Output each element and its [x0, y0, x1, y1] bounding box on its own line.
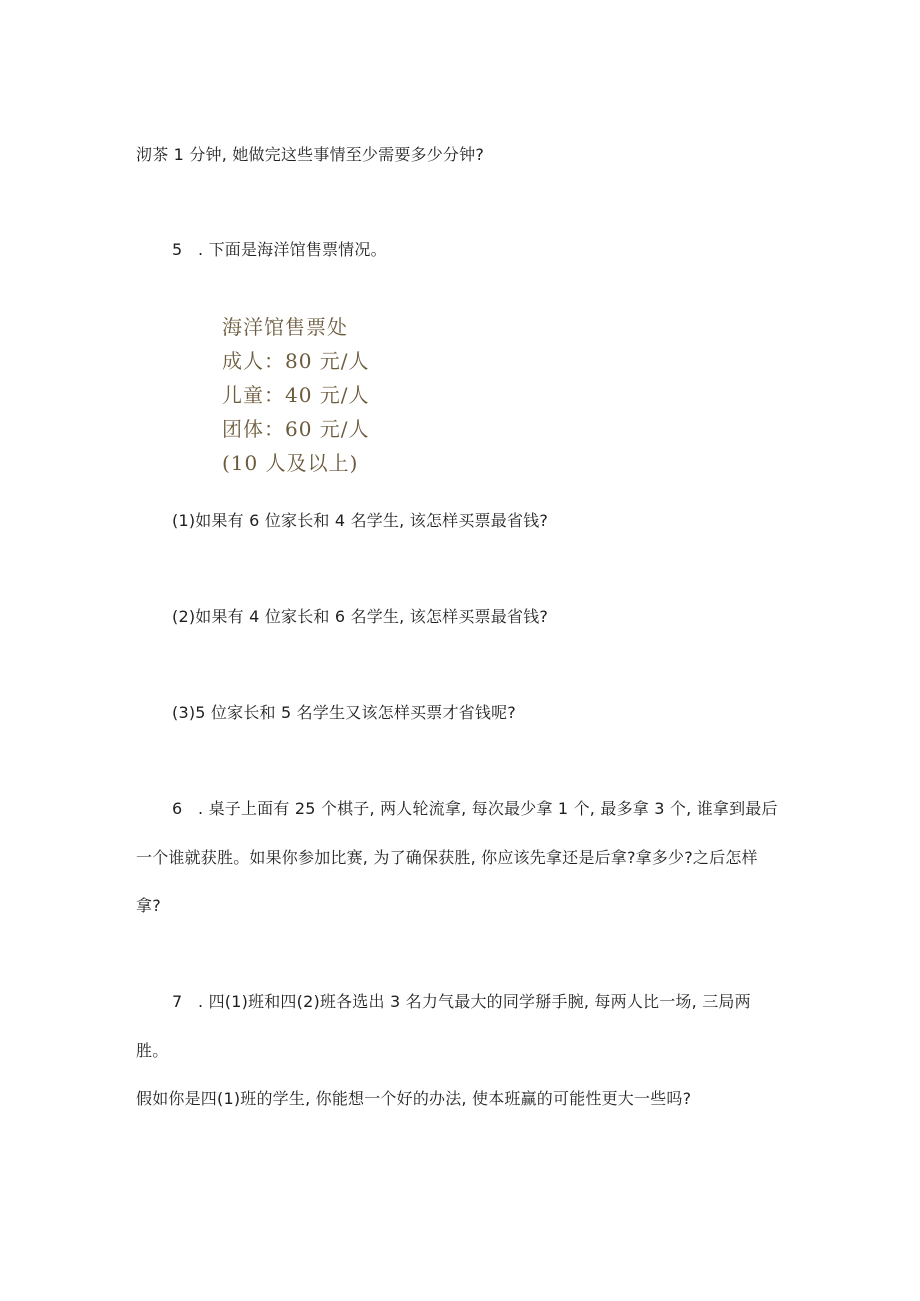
- question-7-line-3: 假如你是四(1)班的学生, 你能想一个好的办法, 使本班赢的可能性更大一些吗?: [136, 1089, 692, 1108]
- question-5-sub-3: (3)5 位家长和 5 名学生又该怎样买票才省钱呢?: [172, 703, 516, 722]
- question-6-line-1: [172, 799, 778, 819]
- question-6-line-2: 一个谁就获胜。如果你参加比赛, 为了确保获胜, 你应该先拿还是后拿?拿多少?之后怎样: [136, 848, 758, 867]
- ticket-price-group: 团体：60 元/人: [222, 417, 370, 441]
- ticket-price-adult: 成人：80 元/人: [222, 349, 370, 373]
- question-6-line-3: 拿?: [136, 896, 161, 915]
- question-6-text: . 桌子上面有 25 个棋子, 两人轮流拿, 每次最少拿 1 个, 最多拿 3 个, 谁拿到最后: [198, 799, 778, 818]
- question-7-text: . 四(1)班和四(2)班各选出 3 名力气最大的同学掰手腕, 每两人比一场, 三局两: [198, 992, 751, 1011]
- ticket-board: [222, 310, 370, 480]
- question-5-number: 5: [172, 240, 183, 259]
- intro-tail-text: 沏茶 1 分钟, 她做完这些事情至少需要多少分钟?: [136, 145, 485, 164]
- question-6-number: 6: [172, 799, 183, 818]
- question-7-line-1: [172, 992, 751, 1012]
- question-5-text: . 下面是海洋馆售票情况。: [198, 240, 387, 259]
- question-5-prompt: [172, 240, 387, 260]
- question-7-line-2: 胜。: [136, 1041, 169, 1060]
- question-5-sub-1: (1)如果有 6 位家长和 4 名学生, 该怎样买票最省钱?: [172, 511, 549, 530]
- ticket-board-title: 海洋馆售票处: [222, 315, 348, 339]
- ticket-group-note: (10 人及以上): [222, 451, 359, 475]
- ticket-price-child: 儿童：40 元/人: [222, 383, 370, 407]
- question-7-number: 7: [172, 992, 183, 1011]
- question-5-sub-2: (2)如果有 4 位家长和 6 名学生, 该怎样买票最省钱?: [172, 607, 549, 626]
